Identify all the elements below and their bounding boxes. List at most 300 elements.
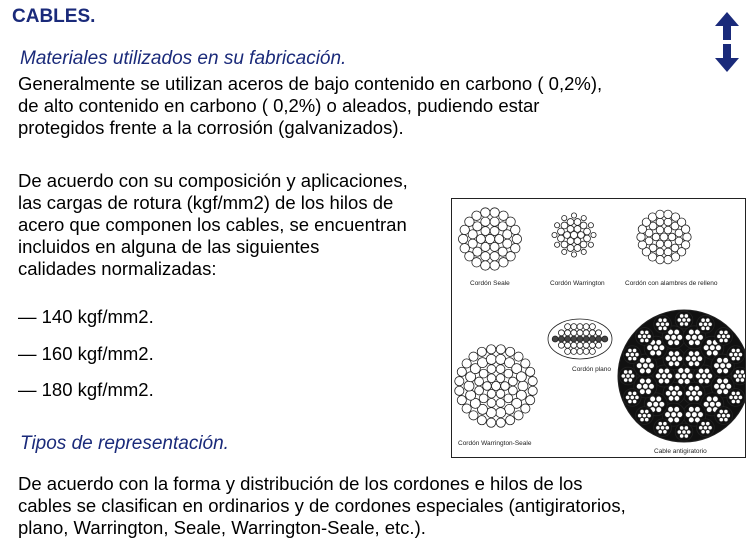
wire (584, 228, 591, 235)
wire (628, 370, 632, 374)
wire (720, 363, 726, 369)
wire (645, 409, 649, 413)
wire (719, 417, 723, 421)
wire (665, 322, 669, 326)
wire (658, 422, 662, 426)
wire (684, 314, 688, 318)
wire (558, 228, 565, 235)
wire (567, 245, 574, 252)
wire (588, 223, 593, 228)
wire (698, 368, 703, 373)
wire (738, 352, 742, 356)
wire (663, 318, 667, 322)
wire (653, 401, 659, 407)
wire (701, 430, 705, 434)
wire (649, 363, 655, 369)
wire (649, 383, 655, 389)
wire (577, 324, 583, 330)
wire (675, 373, 681, 379)
text-line: incluidos en alguna de las siguientes (18, 236, 320, 257)
wire (699, 322, 703, 326)
wire (691, 412, 697, 418)
wire (643, 383, 649, 389)
wire (571, 342, 577, 348)
wire (645, 417, 649, 421)
wire (664, 255, 672, 263)
arrow-up-icon[interactable] (715, 12, 739, 40)
wire (659, 345, 665, 351)
wire (499, 258, 508, 267)
wire (490, 242, 499, 251)
wire (632, 348, 636, 352)
wire (674, 396, 679, 401)
wire (658, 378, 663, 383)
wire (706, 326, 710, 330)
wire (694, 351, 699, 356)
wire (506, 416, 515, 425)
wire (464, 381, 474, 391)
wire (740, 370, 744, 374)
wire (663, 422, 667, 426)
wire (717, 368, 723, 374)
wire (681, 225, 689, 233)
wire (528, 386, 537, 395)
wire (574, 226, 581, 233)
wire (656, 322, 660, 326)
wire (694, 396, 699, 401)
wire (703, 401, 709, 407)
wire (707, 373, 712, 378)
wire (501, 382, 510, 391)
wire (509, 386, 518, 395)
wire (580, 241, 587, 248)
strand-flat-drawing (548, 319, 612, 359)
wire (679, 426, 683, 430)
wire (736, 356, 740, 360)
wire (664, 378, 669, 383)
wire (677, 335, 683, 341)
wire (487, 418, 496, 427)
wire (528, 377, 537, 386)
wire (671, 412, 677, 418)
wire (562, 216, 567, 221)
wire (558, 235, 565, 242)
wire (640, 338, 644, 342)
wire (479, 369, 488, 378)
wire (724, 338, 728, 342)
wire (733, 374, 737, 378)
wire (645, 338, 649, 342)
wire (481, 208, 490, 217)
wire (457, 396, 466, 405)
wire (646, 368, 652, 374)
wire (558, 342, 564, 348)
wire (660, 233, 668, 241)
wire (635, 395, 639, 399)
wire (671, 391, 676, 396)
wire (490, 217, 499, 226)
wire (638, 241, 646, 249)
wire (719, 338, 723, 342)
wire (719, 409, 723, 413)
materials-paragraph (18, 73, 602, 139)
wire (490, 208, 499, 217)
caption-antirotation: Cable antigiratorio (654, 448, 707, 455)
wire (638, 413, 642, 417)
wire (726, 363, 732, 369)
wire (740, 378, 744, 382)
text-line: calidades normalizadas: (18, 258, 217, 279)
wire (699, 426, 703, 430)
wire (694, 361, 699, 366)
wire (682, 430, 686, 434)
page-title: CABLES. (12, 6, 96, 27)
wire (483, 382, 492, 391)
wire (682, 318, 686, 322)
wire (476, 235, 485, 244)
wire (656, 218, 664, 226)
wire (518, 381, 528, 391)
wire (683, 233, 691, 241)
wire (679, 434, 683, 438)
wire (571, 348, 577, 354)
grade-item: — 140 kgf/mm2. (18, 306, 154, 327)
wire (583, 324, 589, 330)
wire (697, 391, 702, 396)
arrow-down-icon[interactable] (715, 44, 739, 72)
wire (552, 232, 557, 237)
wire (623, 378, 627, 382)
wire (665, 335, 671, 341)
wire (658, 318, 662, 322)
wire (589, 330, 595, 336)
wire (677, 318, 681, 322)
wire (655, 373, 660, 378)
wire (455, 377, 464, 386)
wire (721, 334, 725, 338)
wire (660, 426, 664, 430)
wire (555, 223, 560, 228)
wire (658, 326, 662, 330)
wire (571, 213, 576, 218)
wire (460, 243, 469, 252)
wire (691, 391, 696, 396)
wire (565, 324, 571, 330)
wire (667, 373, 672, 378)
wire (571, 252, 576, 257)
wire (664, 240, 672, 248)
wire (656, 350, 662, 356)
wire (564, 232, 571, 239)
wire (688, 329, 694, 335)
wire (668, 396, 673, 401)
wire (664, 218, 672, 226)
wire (596, 336, 602, 342)
wire (720, 383, 726, 389)
wire (656, 210, 664, 218)
wire (706, 350, 712, 356)
wire (731, 348, 735, 352)
wire (668, 386, 673, 391)
wire (647, 401, 653, 407)
wire (704, 368, 709, 373)
wire (677, 391, 682, 396)
wire (681, 373, 687, 379)
wire (574, 245, 581, 252)
wire (504, 394, 513, 403)
wire (706, 430, 710, 434)
wire (577, 330, 583, 336)
wire (674, 351, 679, 356)
wire (688, 417, 694, 423)
wire (688, 361, 693, 366)
wire (686, 430, 690, 434)
wire (736, 399, 740, 403)
wire (596, 342, 602, 348)
wire (514, 411, 523, 420)
wire (664, 226, 672, 234)
wire (726, 334, 730, 338)
wire (588, 242, 593, 247)
caption-seale: Cordón Seale (470, 280, 510, 287)
wire (581, 249, 586, 254)
wire (703, 426, 707, 430)
wire (706, 407, 712, 413)
wire (684, 434, 688, 438)
wire (671, 356, 676, 361)
wire (487, 374, 496, 383)
wire (687, 373, 693, 379)
wire (565, 342, 571, 348)
wire (708, 322, 712, 326)
wire (698, 378, 703, 383)
text-line: cables se clasifican en ordinarios y de cordones especiales (antigiratorios, (18, 495, 626, 516)
wire (458, 234, 467, 243)
wire (640, 409, 644, 413)
wire (496, 365, 505, 374)
wire (656, 407, 662, 413)
wire (688, 351, 693, 356)
wire (496, 418, 505, 427)
wire (724, 417, 728, 421)
text-line: las cargas de rotura (kgf/mm2) de los hilos de (18, 192, 394, 213)
wire (558, 336, 564, 342)
wire (668, 406, 674, 412)
wire (625, 395, 629, 399)
composition-paragraph (18, 170, 408, 280)
wire (630, 374, 634, 378)
wire (717, 334, 721, 338)
wire (514, 352, 523, 361)
wire (698, 412, 704, 418)
wire (695, 406, 701, 412)
wire (642, 413, 646, 417)
wire (688, 340, 694, 346)
wire (674, 386, 679, 391)
wire (656, 426, 660, 430)
wire (694, 386, 699, 391)
wire (652, 233, 660, 241)
wire (731, 391, 735, 395)
wire (647, 345, 653, 351)
text-line: plano, Warrington, Seale, Warrington-Seale, etc.). (18, 517, 426, 538)
wire (636, 383, 642, 389)
text-line: de alto contenido en carbono ( 0,2%) o aleados, pudiendo estar (18, 95, 540, 116)
text-line: protegidos frente a la corrosión (galvanizados). (18, 117, 404, 138)
wire (645, 330, 649, 334)
wire (558, 330, 564, 336)
wire (487, 399, 496, 408)
text-line: De acuerdo con su composición y aplicaciones, (18, 170, 408, 191)
wire (589, 336, 595, 342)
wire (717, 378, 723, 384)
wire (735, 370, 739, 374)
wire (561, 222, 568, 229)
wire (695, 373, 700, 378)
materials-heading: Materiales utilizados en su fabricación. (20, 48, 347, 69)
wire (688, 386, 693, 391)
wire (663, 326, 667, 330)
wire (584, 235, 591, 242)
wire (516, 372, 526, 382)
wire (714, 363, 720, 369)
wire (577, 348, 583, 354)
wire (567, 238, 574, 245)
wire (495, 235, 504, 244)
wire (701, 318, 705, 322)
wire (674, 329, 680, 335)
wire (684, 426, 688, 430)
wire (638, 334, 642, 338)
wire (591, 232, 596, 237)
wire (719, 330, 723, 334)
wire (628, 348, 632, 352)
wire (457, 367, 466, 376)
wire (466, 390, 476, 400)
wire (665, 356, 670, 361)
text-line: acero que componen los cables, se encuentran (18, 214, 407, 235)
wire (526, 396, 535, 405)
wire (455, 386, 464, 395)
wire (703, 345, 709, 351)
wire (571, 324, 577, 330)
wire (716, 401, 722, 407)
wire (635, 352, 639, 356)
wire (726, 413, 730, 417)
wire (706, 318, 710, 322)
wire (706, 422, 710, 426)
caption-warrington: Cordón Warrington (550, 280, 605, 287)
wire (701, 326, 705, 330)
wire (630, 352, 634, 356)
wire (646, 389, 652, 395)
wire (589, 324, 595, 330)
wire (577, 342, 583, 348)
wire (717, 413, 721, 417)
wire (723, 368, 729, 374)
wire (668, 340, 674, 346)
wire (640, 330, 644, 334)
wire (716, 345, 722, 351)
wire (526, 367, 535, 376)
wire (481, 227, 490, 236)
wire (674, 417, 680, 423)
caption-filler: Cordón con alambres de relleno (625, 280, 718, 287)
wire (660, 322, 664, 326)
wire (736, 348, 740, 352)
wire (492, 382, 501, 391)
wire (469, 411, 478, 420)
wire (688, 396, 693, 401)
wire (487, 389, 496, 398)
wire (664, 368, 669, 373)
wire (653, 345, 659, 351)
wire (723, 378, 729, 384)
wire (701, 422, 705, 426)
wire (475, 377, 484, 386)
wire (646, 378, 652, 384)
wire (574, 238, 581, 245)
wire (496, 408, 506, 418)
wire (477, 416, 486, 425)
wire (685, 335, 691, 341)
wire (709, 345, 715, 351)
wire (736, 391, 740, 395)
wire (695, 340, 701, 346)
wire (580, 222, 587, 229)
wire (717, 357, 723, 363)
wire (709, 401, 715, 407)
wire (685, 356, 690, 361)
wire (475, 386, 484, 395)
wire (565, 348, 571, 354)
wire (731, 356, 735, 360)
wire (658, 368, 663, 373)
wire (487, 345, 496, 354)
wire (565, 330, 571, 336)
wire (555, 242, 560, 247)
wire (677, 430, 681, 434)
wire (571, 330, 577, 336)
wire (684, 322, 688, 326)
wire (574, 219, 581, 226)
wire (481, 252, 490, 261)
wire (639, 378, 645, 384)
wire (664, 248, 672, 256)
wire (731, 399, 735, 403)
wire (486, 354, 496, 364)
wire (472, 211, 481, 220)
text-line: De acuerdo con la forma y distribución de los cordones e hilos de los (18, 473, 583, 494)
wire (691, 356, 696, 361)
wire (621, 374, 625, 378)
wire (496, 374, 505, 383)
wire (643, 363, 649, 369)
wire (628, 356, 632, 360)
wire (469, 352, 478, 361)
wire (636, 363, 642, 369)
wire (704, 378, 709, 383)
wire (567, 226, 574, 233)
wire (729, 395, 733, 399)
wire (628, 391, 632, 395)
wire (658, 430, 662, 434)
wire (724, 409, 728, 413)
wire (698, 335, 704, 341)
antirotation-cable-drawing (618, 310, 745, 442)
wire (521, 359, 530, 368)
wire (602, 336, 608, 342)
